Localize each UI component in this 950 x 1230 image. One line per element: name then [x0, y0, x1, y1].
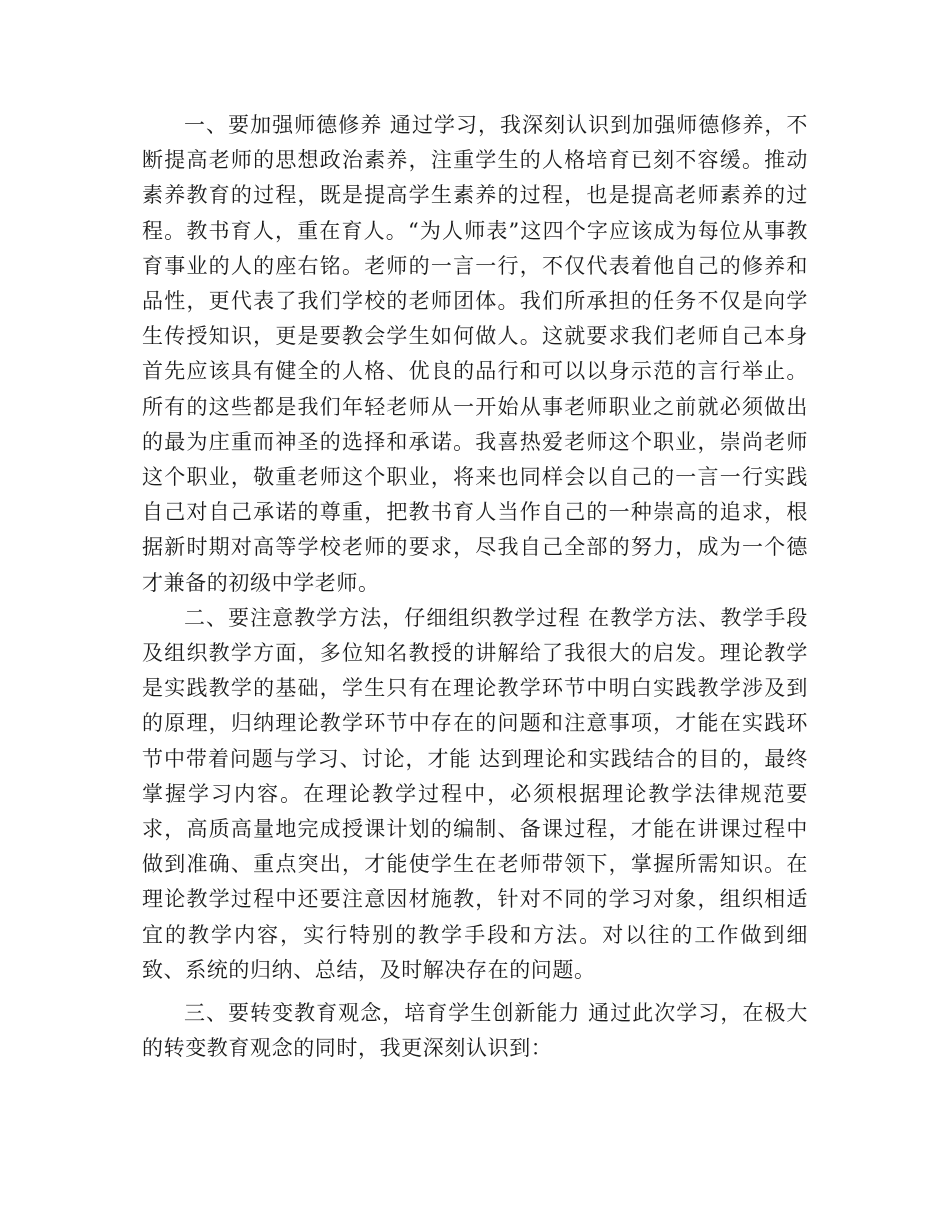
- document-body: [142, 108, 808, 1066]
- paragraph-teacher-ethics: 一、要加强师德修养 通过学习，我深刻认识到加强师德修养，不断提高老师的思想政治素养，注重学生的人格培育已刻不容缓。推动素养教育的过程，既是提高学生素养的过程，也是提高老师素养的过程。教书育人，重在育人。“为人师表”这四个字应该成为每位从事教育事业的人的座右铭。老师的一言一行，不仅代表着他自己的修养和品性，更代表了我们学校的老师团体。我们所承担的任务不仅是向学生传授知识，更是要教会学生如何做人。这就要求我们老师自己本身首先应该具有健全的人格、优良的品行和可以以身示范的言行举止。所有的这些都是我们年轻老师从一开始从事老师职业之前就必须做出的最为庄重而神圣的选择和承诺。我喜热爱老师这个职业，崇尚老师这个职业，敬重老师这个职业，将来也同样会以自己的一言一行实践自己对自己承诺的尊重，把教书育人当作自己的一种崇高的追求，根据新时期对高等学校老师的要求，尽我自己全部的努力，成为一个德才兼备的初级中学老师。: [142, 113, 808, 595]
- paragraph-education-concepts: 三、要转变教育观念，培育学生创新能力 通过此次学习，在极大的转变教育观念的同时，我更深刻认识到：: [142, 1001, 808, 1061]
- paragraph-teaching-methods: 二、要注意教学方法，仔细组织教学过程 在教学方法、教学手段及组织教学方面，多位知名教授的讲解给了我很大的启发。理论教学是实践教学的基础，学生只有在理论教学环节中明白实践教学涉及到的原理，归纳理论教学环节中存在的问题和注意事项，才能在实践环节中带着问题与学习、讨论，才能 达到理论和实践结合的目的，最终掌握学习内容。在理论教学过程中，必须根据理论教学法律规范要求，高质高量地完成授课计划的编制、备课过程，才能在讲课过程中做到准确、重点突出，才能使学生在老师带领下，掌握所需知识。在理论教学过程中还要注意因材施教，针对不同的学习对象，组织相适宜的教学内容，实行特别的教学手段和方法。对以往的工作做到细致、系统的归纳、总结，及时解决存在的问题。: [142, 605, 808, 982]
